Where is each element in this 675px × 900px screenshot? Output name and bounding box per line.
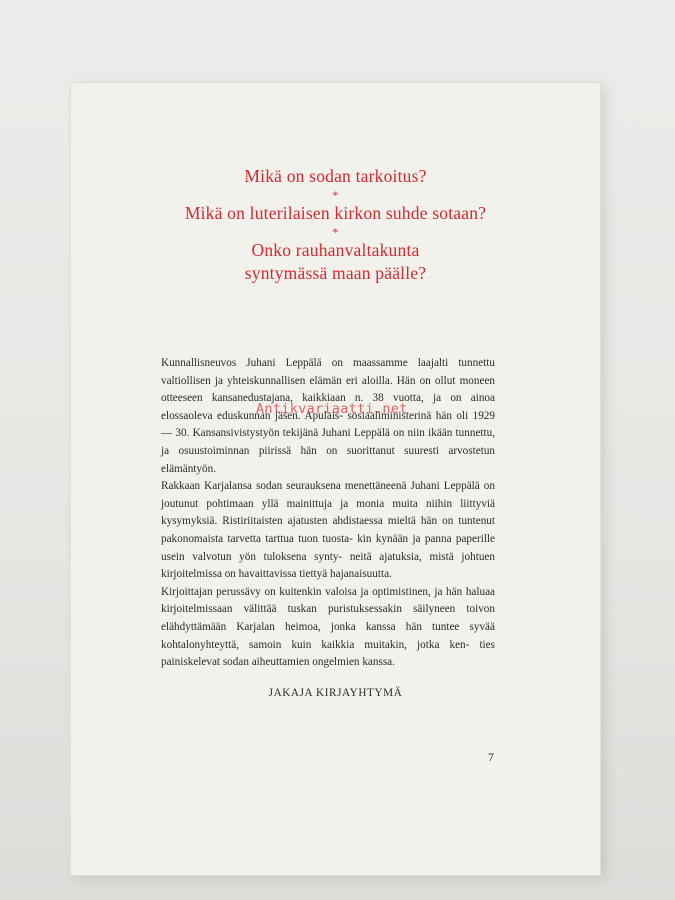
text-line: Leppälä on joutunut pohtimaan yllä mainittuja ja monia muita [161,480,495,510]
questions-block [70,165,601,285]
text-line: hajanaisuutta. [330,568,392,581]
text-line: Kirjoittajan perussävy on kuitenkin valoisa ja optimistinen, ja hän [161,585,463,598]
text-line: valtiollisen ja yhteiskunnallisen elämän eri aloilla. Hän on ollut [161,374,456,387]
question-1: Mikä on sodan tarkoitus? [244,166,427,186]
text-line: toivon elähdyttämään Karjalan heimoa, jonka kanssa hän tuntee [161,603,495,633]
text-line: ainoa elossaoleva eduskunnan jäsen. Apulais- [161,392,495,422]
text-line: haluaa kirjoitelmissaan välittää tuskan puristuksessakin säilyneen [161,585,496,616]
paragraph-3 [161,584,495,672]
text-line: Rakkaan Karjalansa sodan seurauksena menettäneenä Juhani [161,480,440,493]
paragraph-2 [161,478,495,584]
page-number: 7 [488,750,494,764]
text-line: Juhani Leppälä on niin ikään tunnettu, ja osuustoiminnan piirissä [161,427,496,457]
text-line: ties painiskelevat sodan aiheuttamien ongelmien kanssa. [161,638,495,669]
separator-star: * [332,188,339,202]
text-line: Kunnallisneuvos Juhani Leppälä on maassamme laajalti tunnettu [161,357,495,369]
text-line: hän on suorittanut suuresti arvostetun elämäntyön. [161,444,496,475]
text-line: neitä ajatuksia, mistä johtuen kirjoitelmissa on havaittavissa tiettyä [161,550,495,581]
text-line: syvää kohtalonyhteyttä, samoin kuin kaikkia muitakin, jotka ken- [161,620,495,651]
separator-star: * [332,225,339,239]
question-3-line-2: syntymässä maan päälle? [244,263,427,283]
watermark-text: Antikvariaatti.net [256,401,408,417]
question-3-line-1: Onko rauhanvaltakunta [251,240,420,260]
text-line: moneen otteeseen kansanedustajana, kaikkiaan n. 38 vuotta, ja on [161,374,496,405]
question-2: Mikä on luterilaisen kirkon suhde sotaan? [184,203,487,223]
text-line: kin kynään ja panna paperille usein valvotun yön tuloksena synty- [161,532,496,563]
text-line: niihin liittyviä kysymyksiä. Ristiriitaisten ajatusten ahdistaessa [161,497,496,528]
text-line: mieltä hän on tuntenut pakonomaista tarvetta tarttua tuon tuosta- [161,515,496,545]
publisher-name: JAKAJA KIRJAYHTYMÄ [268,687,403,699]
text-line: sosiaaliministerinä hän oli 1929 — 30. Kansansivistystyön tekijänä [161,409,495,440]
book-back-cover [70,82,601,876]
